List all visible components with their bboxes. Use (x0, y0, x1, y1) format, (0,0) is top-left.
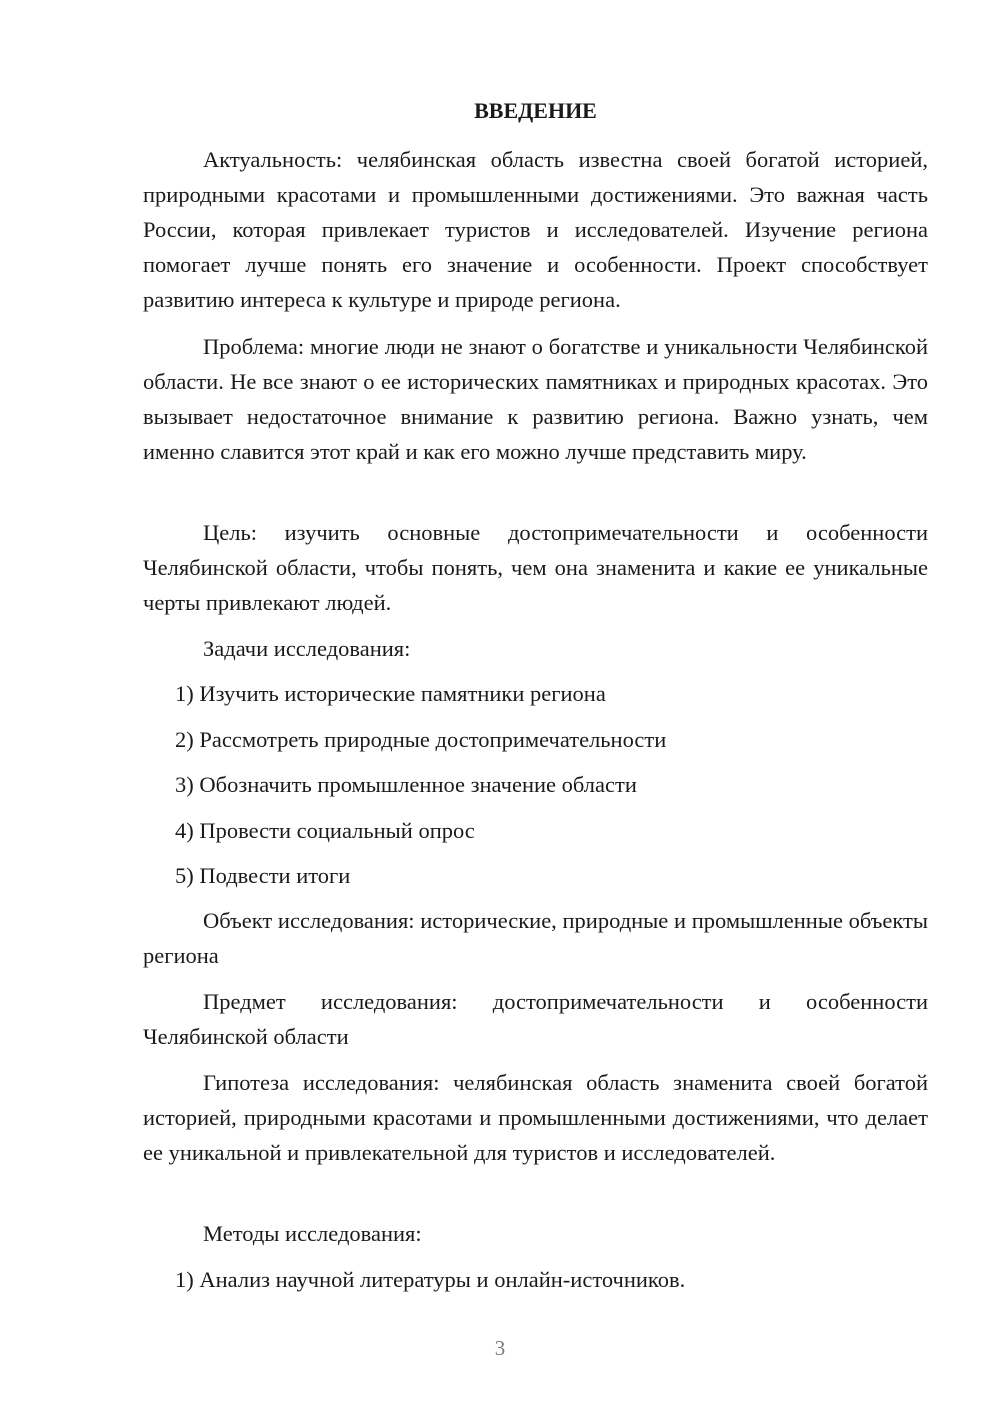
method-item: 1) Анализ научной литературы и онлайн-источников. (175, 1267, 686, 1292)
task-item: 2) Рассмотреть природные достопримечательности (175, 727, 667, 752)
task-item: 1) Изучить исторические памятники региона (175, 681, 606, 706)
object-paragraph: Объект исследования: исторические, природные и промышленные объекты региона (143, 908, 928, 968)
goal-paragraph: Цель: изучить основные достопримечательности и особенности Челябинской области, чтобы понять, чем она знаменита и какие ее уникальные черты привлекают людей. (143, 520, 928, 615)
subject-paragraph: Предмет исследования: достопримечательности и особенности Челябинской области (143, 989, 928, 1049)
tasks-heading: Задачи исследования: (203, 636, 411, 661)
task-item: 4) Провести социальный опрос (175, 818, 475, 843)
methods-heading: Методы исследования: (203, 1221, 422, 1246)
task-item: 3) Обозначить промышленное значение области (175, 772, 637, 797)
task-item: 5) Подвести итоги (175, 863, 351, 888)
relevance-paragraph: Актуальность: челябинская область известна своей богатой историей, природными красотами и промышленными достижениями. Это важная часть России, которая привлекает туристов и исследователей. Изучение региона помогает лучше понять его значение и особенности. Проект способствует развитию интереса к культуре и природе региона. (143, 147, 928, 312)
section-title: ВВЕДЕНИЕ (474, 98, 597, 123)
hypothesis-paragraph: Гипотеза исследования: челябинская область знаменита своей богатой историей, природными красотами и промышленными достижениями, что делает ее уникальной и привлекательной для туристов и исследователей. (143, 1070, 928, 1165)
problem-paragraph: Проблема: многие люди не знают о богатстве и уникальности Челябинской области. Не все знают о ее исторических памятниках и природных красотах. Это вызывает недостаточное внимание к развитию региона. Важно узнать, чем именно славится этот край и как его можно лучше представить миру. (143, 334, 928, 464)
page-number: 3 (494, 1336, 506, 1360)
